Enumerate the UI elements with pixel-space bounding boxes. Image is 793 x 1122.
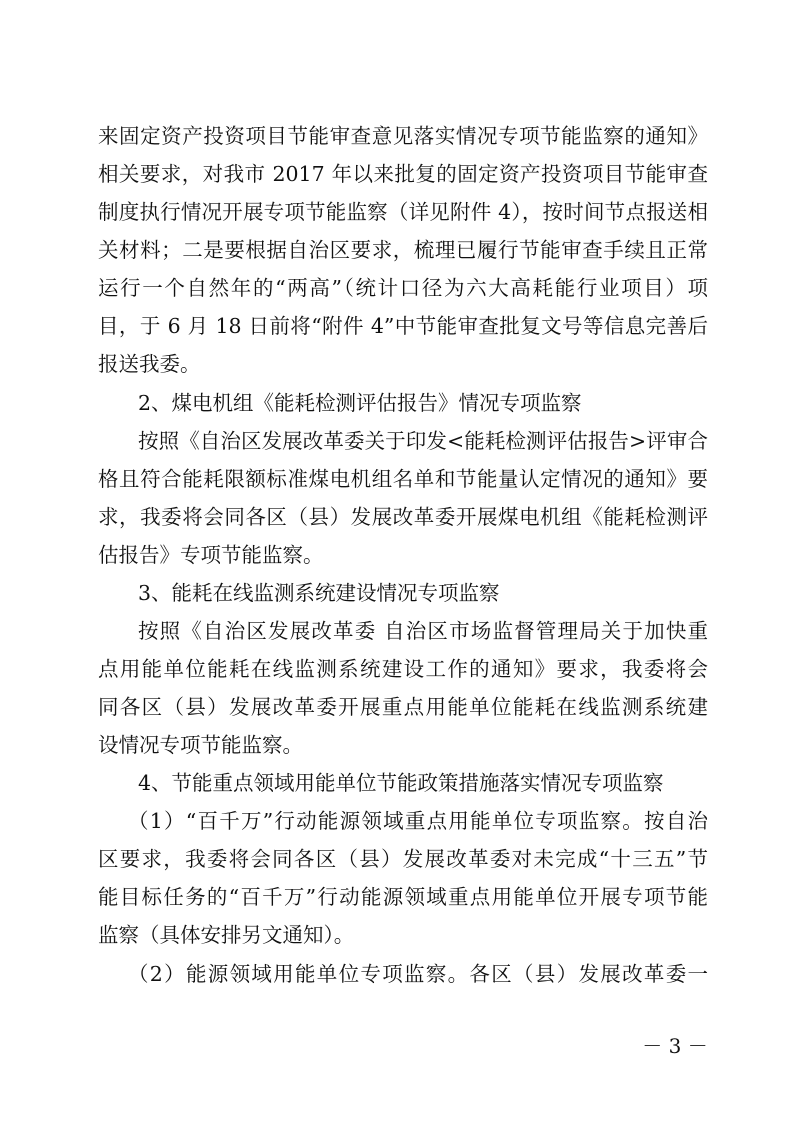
body-line: 能目标任务的“百千万”行动能源领域重点用能单位开展专项节能 (98, 885, 708, 909)
body-line: 监察（具体安排另文通知）。 (98, 923, 355, 947)
body-line: 相关要求，对我市 2017 年以来批复的固定资产投资项目节能审查 (98, 162, 708, 186)
body-line: 制度执行情况开展专项节能监察（详见附件 4），按时间节点报送相 (98, 200, 708, 224)
body-line: 区要求，我委将会同各区（县）发展改革委对未完成“十三五”节 (98, 847, 708, 871)
body-line: 按照《自治区发展改革委 自治区市场监督管理局关于加快重 (138, 619, 708, 643)
body-line: （1）“百千万”行动能源领域重点用能单位专项监察。按自治 (128, 809, 708, 833)
page-number: － 3 － (642, 1034, 708, 1058)
section-heading-4: 4、节能重点领域用能单位节能政策措施落实情况专项监察 (138, 771, 664, 795)
body-line: 运行一个自然年的“两高”（统计口径为六大高耗能行业项目）项 (98, 276, 708, 300)
body-line: 格且符合能耗限额标准煤电机组名单和节能量认定情况的通知》要 (98, 467, 708, 491)
section-heading-3: 3、能耗在线监测系统建设情况专项监察 (138, 581, 500, 605)
body-line: 点用能单位能耗在线监测系统建设工作的通知》要求，我委将会 (98, 657, 708, 681)
body-line: 求，我委将会同各区（县）发展改革委开展煤电机组《能耗检测评 (98, 505, 708, 529)
body-line: （2）能源领域用能单位专项监察。各区（县）发展改革委一 (128, 962, 708, 986)
body-line: 同各区（县）发展改革委开展重点用能单位能耗在线监测系统建 (98, 695, 708, 719)
body-line: 按照《自治区发展改革委关于印发<能耗检测评估报告>评审合 (138, 429, 708, 453)
body-line: 设情况专项节能监察。 (98, 733, 303, 757)
body-line: 关材料；二是要根据自治区要求，梳理已履行节能审查手续且正常 (98, 238, 708, 262)
body-line: 估报告》专项节能监察。 (98, 543, 324, 567)
body-line: 报送我委。 (98, 352, 201, 376)
section-heading-2: 2、煤电机组《能耗检测评估报告》情况专项监察 (138, 391, 582, 415)
body-line: 目，于 6 月 18 日前将“附件 4”中节能审查批复文号等信息完善后 (98, 314, 708, 338)
body-line: 来固定资产投资项目节能审查意见落实情况专项节能监察的通知》 (98, 124, 708, 148)
